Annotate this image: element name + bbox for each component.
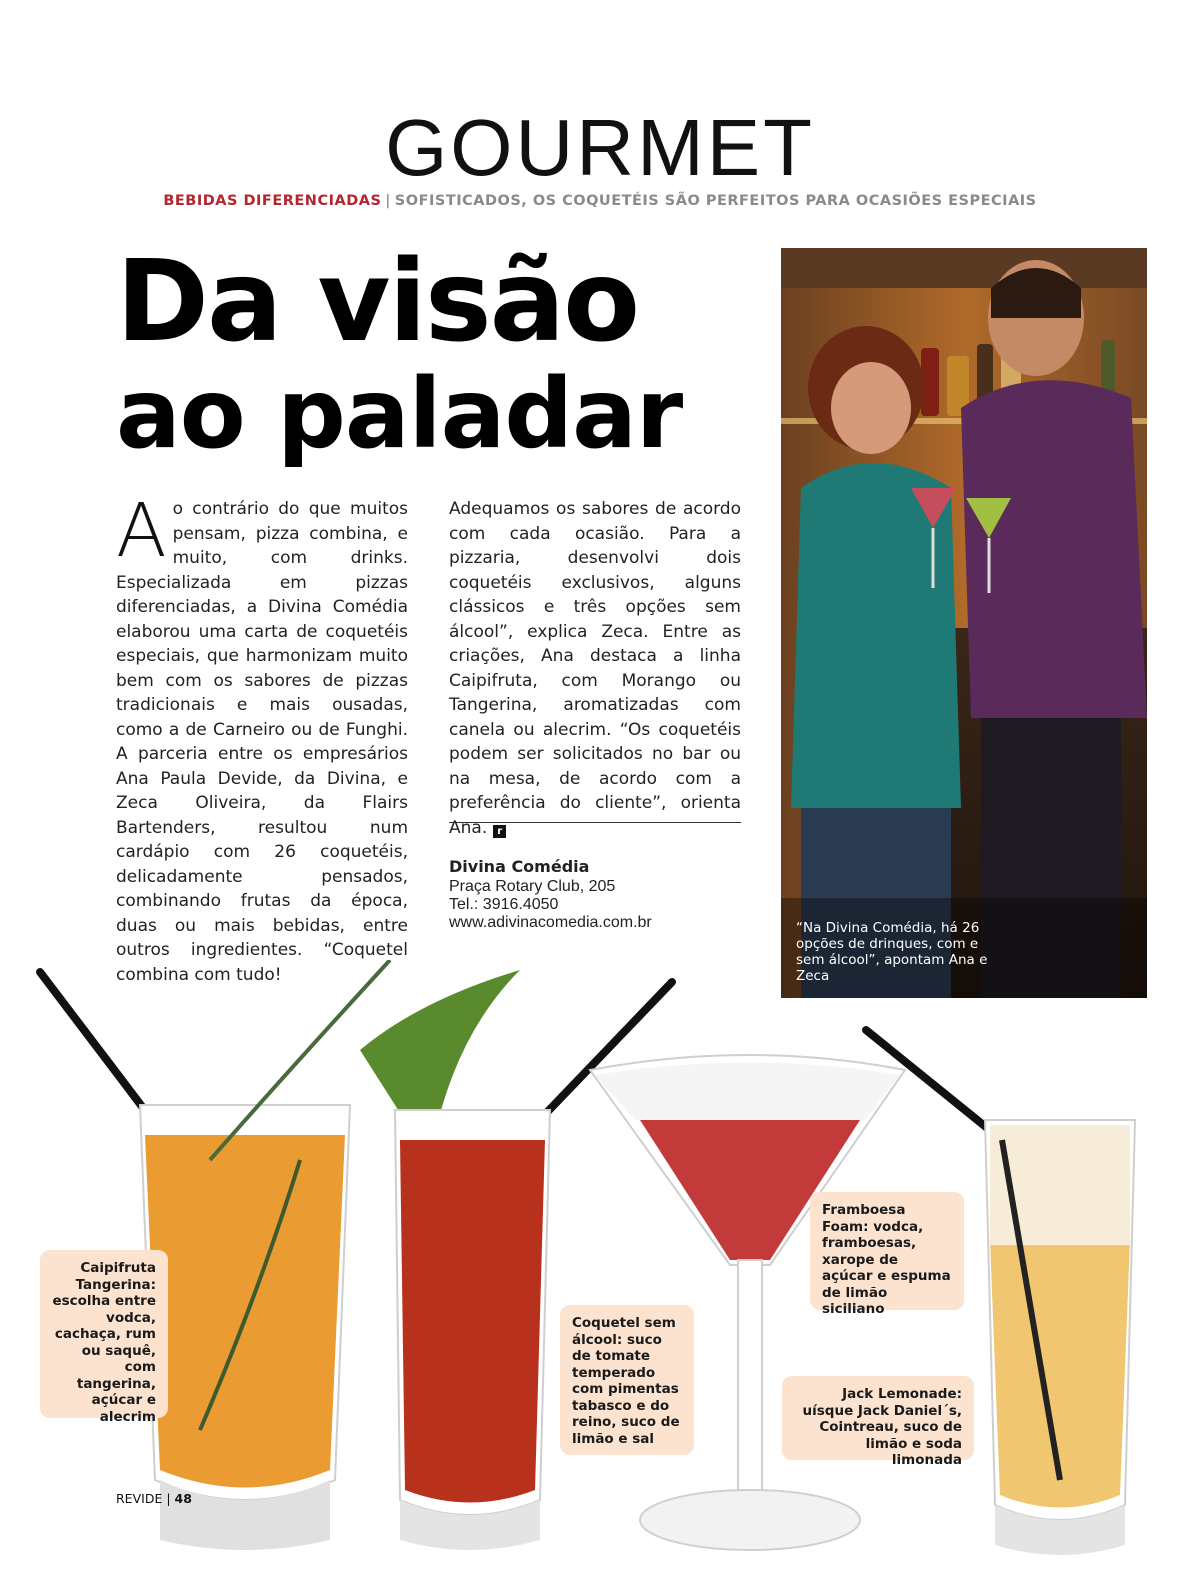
photo-illustration <box>781 248 1147 998</box>
headline-line-2: ao paladar <box>116 358 683 470</box>
page-footer <box>116 1491 192 1506</box>
headline-line-1: Da visão <box>116 237 639 367</box>
contact-box <box>449 858 749 932</box>
article-column-2 <box>449 497 741 840</box>
contact-name: Divina Comédia <box>449 857 590 876</box>
kicker-category: BEBIDAS DIFERENCIADAS <box>163 193 382 209</box>
article-text-2: Adequamos os sabores de acordo com cada ocasião. Para a pizzaria, desenvolvi dois coquetéis exclusivos, alguns clássicos e três opções sem álcool”, explica Zeca. Entre as criações, Ana destaca a linha Caipifruta, com Morango ou Tangerina, aromatizadas com canela ou alecrim. “Os coquetéis podem ser solicitados no bar ou na mesa, de acordo com a preferência do cliente”, orienta Ana. <box>449 499 741 838</box>
drop-cap: A <box>116 488 167 574</box>
drink-label-caipifruta: Caipifruta Tangerina: escolha entre vodca, cachaça, rum ou saquê, com tangerina, açúcar e alecrim <box>40 1250 168 1418</box>
kicker <box>0 193 1200 209</box>
photo-caption: “Na Divina Comédia, há 26 opções de drinques, com e sem álcool”, apontam Ana e Zeca <box>796 920 988 984</box>
contact-website[interactable]: www.adivinacomedia.com.br <box>449 914 652 931</box>
contact-address: Praça Rotary Club, 205 <box>449 878 616 895</box>
drink-label-jack-lemonade: Jack Lemonade: uísque Jack Daniel´s, Cointreau, suco de limão e soda limonada <box>782 1376 974 1460</box>
magazine-name: REVIDE <box>116 1491 163 1506</box>
end-mark-icon: r <box>493 825 506 838</box>
kicker-separator: | <box>385 193 391 209</box>
contact-phone: Tel.: 3916.4050 <box>449 896 559 913</box>
kicker-subtitle: SOFISTICADOS, OS COQUETÉIS SÃO PERFEITOS PARA OCASIÕES ESPECIAIS <box>394 193 1037 209</box>
article-column-1 <box>116 488 408 987</box>
drink-label-sem-alcool: Coquetel sem álcool: suco de tomate temperado com pimentas tabasco e do reino, suco de limão e sal <box>560 1305 694 1455</box>
owners-photo <box>781 248 1147 998</box>
article-text-1: o contrário do que muitos pensam, pizza combina, e muito, com drinks. Especializada em pizzas diferenciadas, a Divina Comédia elaborou uma carta de coquetéis especiais, que harmonizam muito bem com os sabores de pizzas tradicionais e mais ousadas, como a de Carneiro ou de Funghi. A parceria entre os empresários Ana Paula Devide, da Divina, e Zeca Oliveira, da Flairs Bartenders, resultou num cardápio com 26 coquetéis, delicadamente pensados, combinando frutas da época, duas ou mais bebidas, entre outros ingredientes. “Coquetel combina com tudo! <box>116 499 408 985</box>
drink-label-framboesa: Framboesa Foam: vodca, framboesas, xarope de açúcar e espuma de limão siciliano <box>810 1192 964 1310</box>
drinks-illustration <box>0 960 1200 1581</box>
divider <box>449 822 741 823</box>
section-title: GOURMET <box>385 103 815 192</box>
drinks-gallery <box>0 960 1200 1581</box>
headline <box>116 237 776 470</box>
page-number: 48 <box>174 1491 192 1506</box>
footer-separator: | <box>166 1491 171 1506</box>
